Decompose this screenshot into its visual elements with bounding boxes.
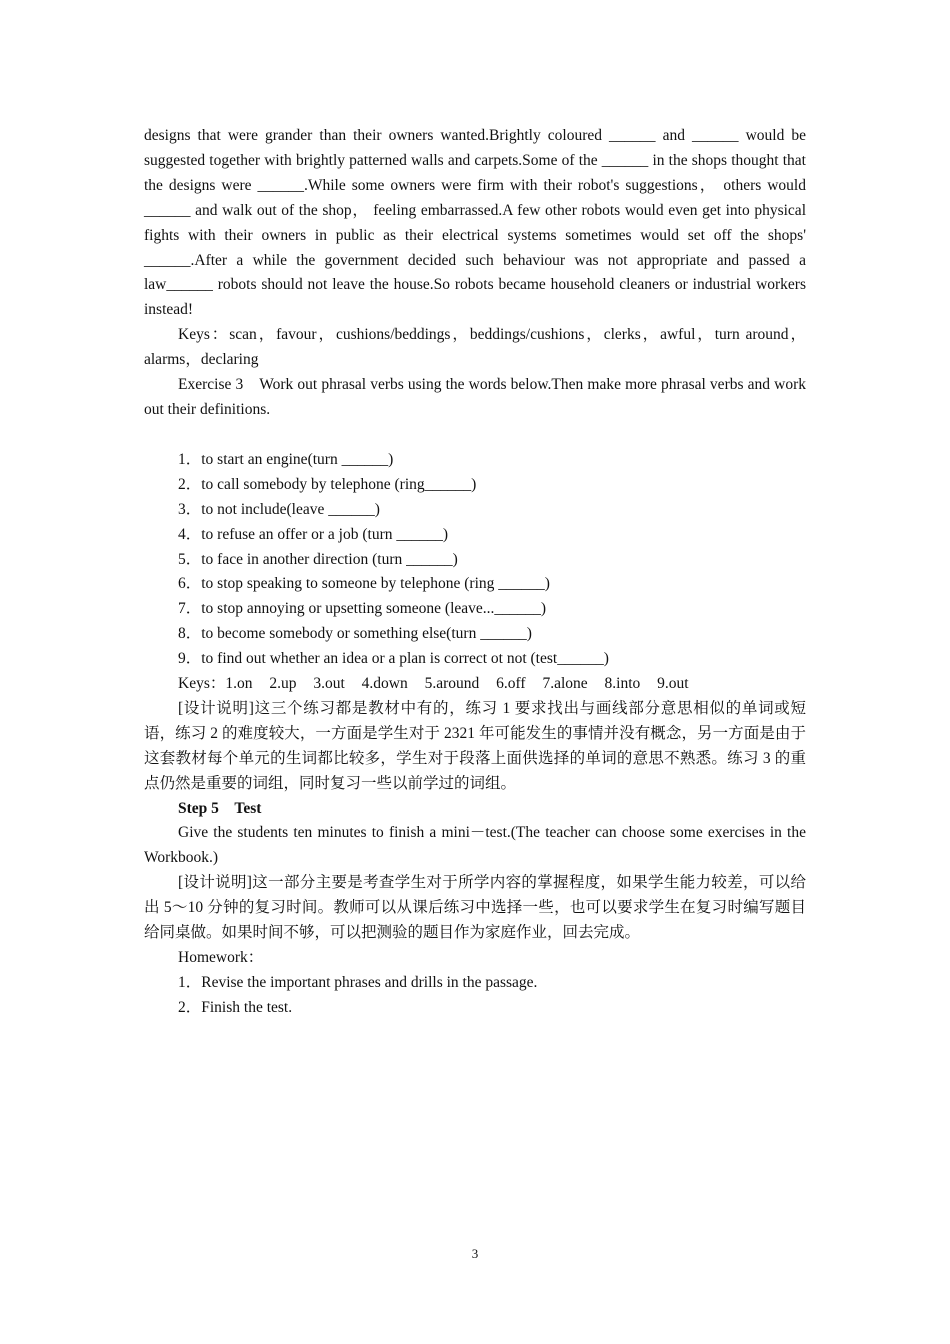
exercise-2-keys: Keys：scan，favour，cushions/beddings，beddings/cushions，clerks，awful，turn around，alarms，declaring [144, 326, 806, 369]
key-answer: 6.off [496, 675, 526, 693]
key-answer: Keys：1.on [178, 675, 253, 693]
exercise-3-instruction: Exercise 3 Work out phrasal verbs using the words below.Then make more phrasal verbs and work out their definitions. [144, 376, 806, 418]
list-item: 3．to not include(leave ______) [178, 500, 380, 518]
blank-line [144, 423, 806, 448]
list-item: 7．to stop annoying or upsetting someone (leave...______) [178, 600, 547, 618]
list-item: 8．to become somebody or something else(turn ______) [178, 625, 532, 643]
step-5-paragraph: Give the students ten minutes to finish a mini－test.(The teacher can choose some exercises in the Workbook.) [144, 824, 806, 867]
page-number: 3 [471, 1246, 479, 1261]
list-item: 2．to call somebody by telephone (ring______) [178, 475, 477, 493]
key-answer: 8.into [604, 675, 641, 693]
page-content [144, 124, 806, 1021]
homework-label: Homework： [178, 949, 264, 966]
passage-paragraph: designs that were grander than their owners wanted.Brightly coloured ______ and ______ would be suggested together with brightly patterned walls and carpets.Some of the ______ in the shops thought that the designs were ______.While some owners were firm with their robot's suggestions， others would ______ and walk out of the shop， feeling embarrassed.A few other robots would even get into physical fights with their owners in public as their electrical systems sometimes would set off the shops' ______.After a while the government decided such behaviour was not appropriate and passed a law______ robots should not leave the house.So robots became household cleaners or industrial workers instead! [144, 127, 806, 319]
homework-item: 2．Finish the test. [178, 998, 293, 1016]
list-item: 6．to stop speaking to someone by telephone (ring ______) [178, 575, 550, 593]
homework-item: 1．Revise the important phrases and drills in the passage. [178, 973, 538, 991]
list-item: 4．to refuse an offer or a job (turn ______) [178, 525, 449, 543]
exercise-3-keys [144, 672, 806, 697]
key-answer: 7.alone [542, 675, 588, 693]
key-answer: 5.around [424, 675, 480, 693]
design-note: [设计说明]这三个练习都是教材中有的，练习 1 要求找出与画线部分意思相似的单词或短语，练习 2 的难度较大，一方面是学生对于 2321 年可能发生的事情并没有概念，另一方面是由于这套教材每个单元的生词都比较多，学生对于段落上面供选择的单词的意思不熟悉。练习 3 的重点仍然是重要的词组，同时复习一些以前学过的词组。 [144, 699, 806, 792]
design-note: [设计说明]这一部分主要是考查学生对于所学内容的掌握程度，如果学生能力较差，可以给出 5～10 分钟的复习时间。教师可以从课后练习中选择一些，也可以要求学生在复习时编写题目给同桌做。如果时间不够，可以把测验的题目作为家庭作业，回去完成。 [144, 874, 806, 942]
list-item: 9．to find out whether an idea or a plan is correct ot not (test______) [178, 650, 609, 668]
list-item: 1．to start an engine(turn ______) [178, 450, 394, 468]
key-answer: 4.down [361, 675, 408, 693]
key-answer: 9.out [657, 675, 689, 693]
key-answer: 2.up [269, 675, 297, 693]
list-item: 5．to face in another direction (turn ______) [178, 550, 458, 568]
key-answer: 3.out [313, 675, 345, 693]
section-heading: Step 5 Test [178, 799, 262, 817]
